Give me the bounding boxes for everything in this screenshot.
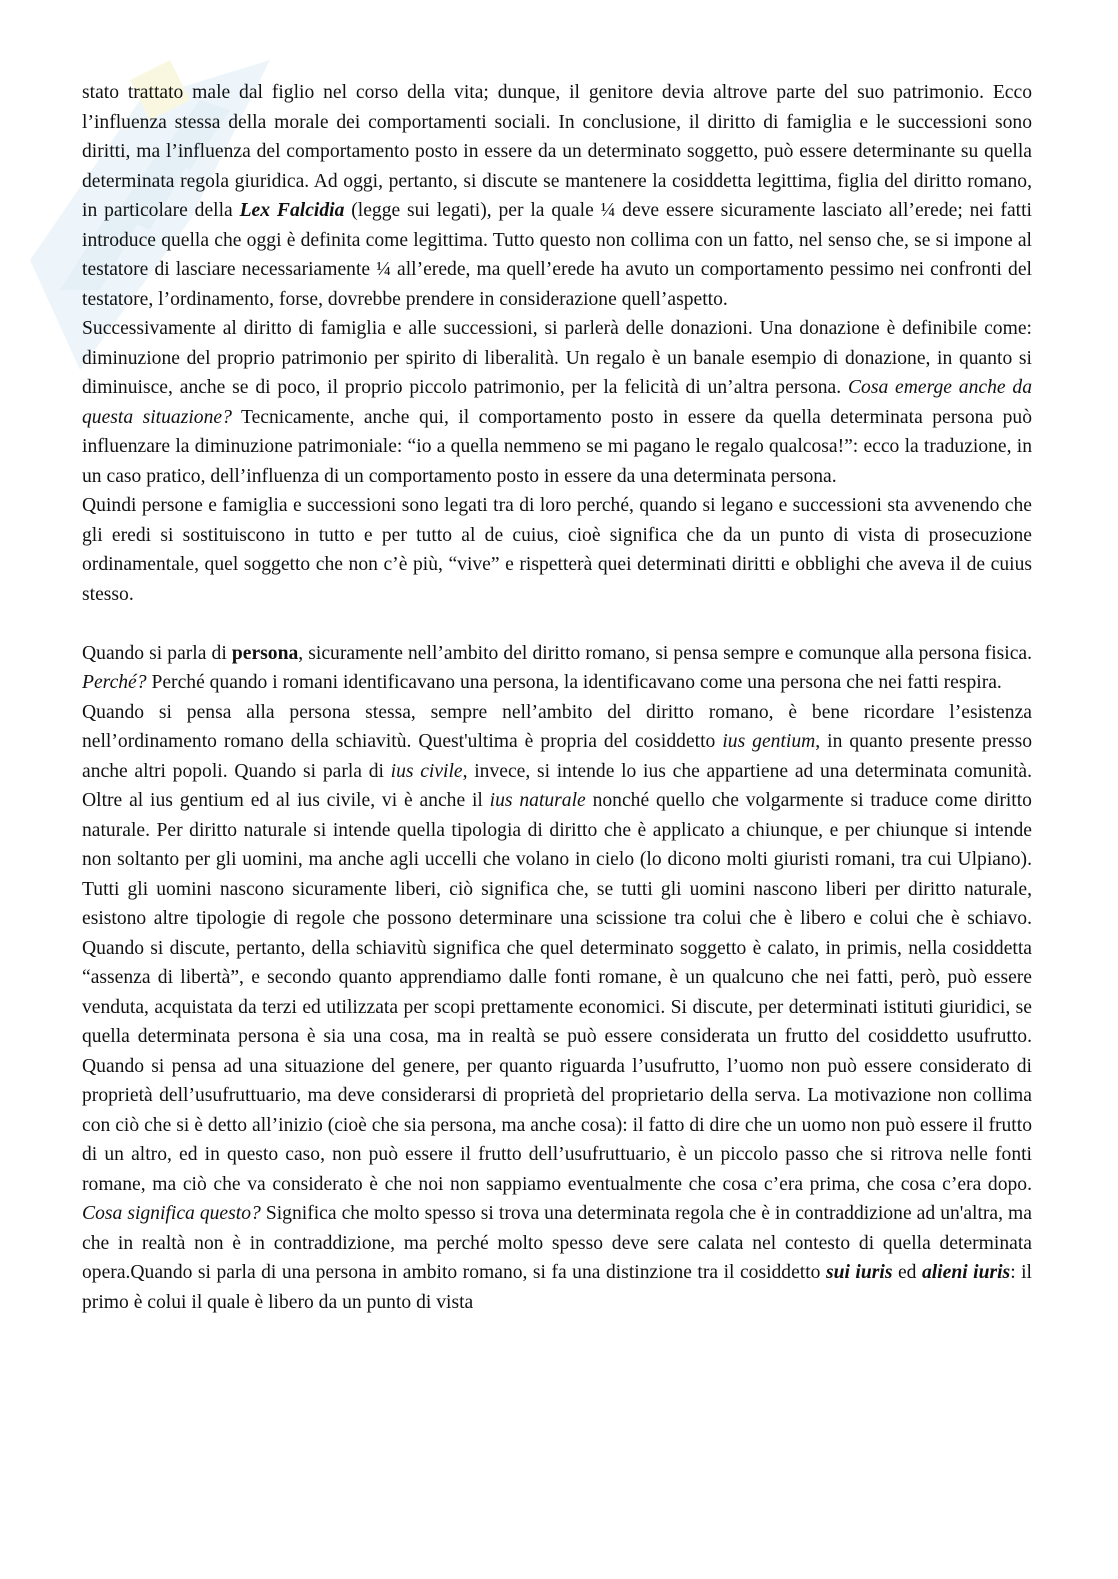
term-sui-iuris: sui iuris	[825, 1262, 893, 1283]
paragraph-legittima	[82, 78, 1032, 314]
text-segment: nonché quello che volgarmente si traduce come diritto naturale. Per diritto naturale si intende quella tipologia di diritto che è applicato a chiunque, e per chiunque si intende non soltanto per gli uomini, ma anche agli uccelli che volano in cielo (lo dicono molti giuristi romani, tra cui Ulpiano). Tutti gli uomini nascono sicuramente liberi, ciò significa che, se tutti gli uomini nascono liberi per diritto naturale, esistono altre tipologie di regole che possono determinare una scissione tra colui che è libero e colui che è schiavo. Quando si discute, pertanto, della schiavitù significa che quel determinato soggetto è calato, in primis, nella cosiddetta “assenza di libertà”, e secondo quanto apprendiamo dalle fonti romane, è un qualcuno che nei fatti, però, può essere venduta, acquistata da terzi ed utilizzata per scopi prettamente economici. Si discute, per determinati istituti giuridici, se quella determinata persona è sia una cosa, ma in realtà se può essere considerata un frutto del cosiddetto usufrutto. Quando si pensa ad una situazione del genere, per quanto riguarda l’usufrutto, l’uomo non può essere considerato di proprietà dell’usufruttuario, ma deve considerarsi di proprietà del proprietario della serva. La motivazione non collima con ciò che si è detto all’inizio (cioè che sia persona, ma anche cosa): il fatto di dire che un uomo non può essere il frutto di un altro, ed in questo caso, non può essere il frutto dell’usufruttuario, è un piccolo passo che si ritrova nelle fonti romane, ma ciò che va considerato è che noi non sappiamo eventualmente che cosa c’era prima, che cosa c’era dopo.	[82, 790, 1032, 1195]
question-italic: Perché?	[82, 672, 147, 693]
text-segment: Perché quando i romani identificavano una persona, la identificavano come una persona che nei fatti respira.	[146, 672, 1002, 693]
question-italic: Cosa emerge anche da questa situazione?	[82, 377, 1032, 428]
paragraph-donazioni	[82, 314, 1032, 491]
text-segment: Successivamente al diritto di famiglia e alle successioni, si parlerà delle donazioni. Una donazione è definibile come: diminuzione del proprio patrimonio per spirito di liberalità. Un regalo è un banale esempio di donazione, in quanto si diminuisce, anche se di poco, il proprio piccolo patrimonio, per la felicità di un’altra persona.	[82, 318, 1032, 398]
text-segment: Significa che molto spesso si trova una determinata regola che è in contraddizione ad un'altra, ma che in realtà non è in contraddizione, ma perché molto spesso deve sere calata nel contesto di quella determinata opera.Quando si parla di una persona in ambito romano, si fa una distinzione tra il cosiddetto	[82, 1203, 1032, 1283]
paragraph-persona	[82, 639, 1032, 698]
text-segment: Quando si pensa alla persona stessa, sempre nell’ambito del diritto romano, è bene ricordare l’esistenza nell’ordinamento romano della schiavitù. Quest'ultima è propria del cosiddetto	[82, 701, 1032, 752]
question-italic: Cosa significa questo?	[82, 1203, 261, 1224]
term-ius-naturale: ius naturale	[489, 790, 586, 811]
paragraph-spacer	[82, 609, 1032, 639]
term-ius-civile: ius civile	[390, 760, 463, 782]
text-segment: stato trattato male dal figlio nel corso della vita; dunque, il genitore devia altrove parte del suo patrimonio. Ecco l’influenza stessa della morale dei comportamenti sociali. In conclusione, il diritto di famiglia e le successioni sono diritti, ma l’influenza del comportamento posto in essere da un determinato soggetto, può essere determinante su quella determinata regola giuridica. Ad oggi, pertanto, si discute se mantenere la cosiddetta legittima, figlia del diritto romano, in particolare della	[82, 82, 1032, 221]
text-segment: Tecnicamente, anche qui, il comportamento posto in essere da quella determinata persona può influenzare la diminuzione patrimoniale: “io a quella nemmeno se mi pagano le regalo qualcosa!”: ecco la traduzione, in un caso pratico, dell’influenza di un comportamento posto in essere da una determinata persona.	[82, 406, 1032, 487]
term-lex-falcidia: Lex Falcidia	[239, 200, 345, 221]
text-segment: ed	[892, 1262, 922, 1283]
text-segment: , sicuramente nell’ambito del diritto romano, si pensa sempre e comunque alla persona fisica.	[298, 642, 1032, 664]
document-page	[82, 78, 1032, 1317]
text-segment: , invece, si intende lo ius che appartiene ad una determinata comunità. Oltre al ius gentium ed al ius civile, vi è anche il	[82, 760, 1032, 811]
text-segment: (legge sui legati), per la quale ¼ deve essere sicuramente lasciato all’erede; nei fatti introduce quella che oggi è definita come legittima. Tutto questo non collima con un fatto, nel senso che, se si impone al testatore di lasciare necessariamente ¼ all’erede, ma quell’erede ha avuto un comportamento pessimo nei confronti del testatore, l’ordinamento, forse, dovrebbe prendere in considerazione quell’aspetto.	[82, 200, 1032, 310]
paragraph-successioni: Quindi persone e famiglia e successioni sono legati tra di loro perché, quando si legano e successioni sta avvenendo che gli eredi si sostituiscono in tutto e per tutto al de cuius, cioè significa che da un punto di vista di prosecuzione ordinamentale, quel soggetto che non c’è più, “vive” e rispetterà quei determinati diritti e obblighi che aveva il de cuius stesso.	[82, 495, 1032, 605]
paragraph-schiavitu	[82, 698, 1032, 1318]
term-alieni-iuris: alieni iuris	[921, 1262, 1011, 1283]
text-segment: : il primo è colui il quale è libero da un punto di vista	[82, 1262, 1033, 1313]
text-segment: , in quanto presente presso anche altri popoli. Quando si parla di	[82, 731, 1032, 782]
term-persona: persona	[231, 642, 299, 664]
term-ius-gentium: ius gentium	[722, 731, 816, 752]
text-segment: Quando si parla di	[82, 642, 232, 664]
